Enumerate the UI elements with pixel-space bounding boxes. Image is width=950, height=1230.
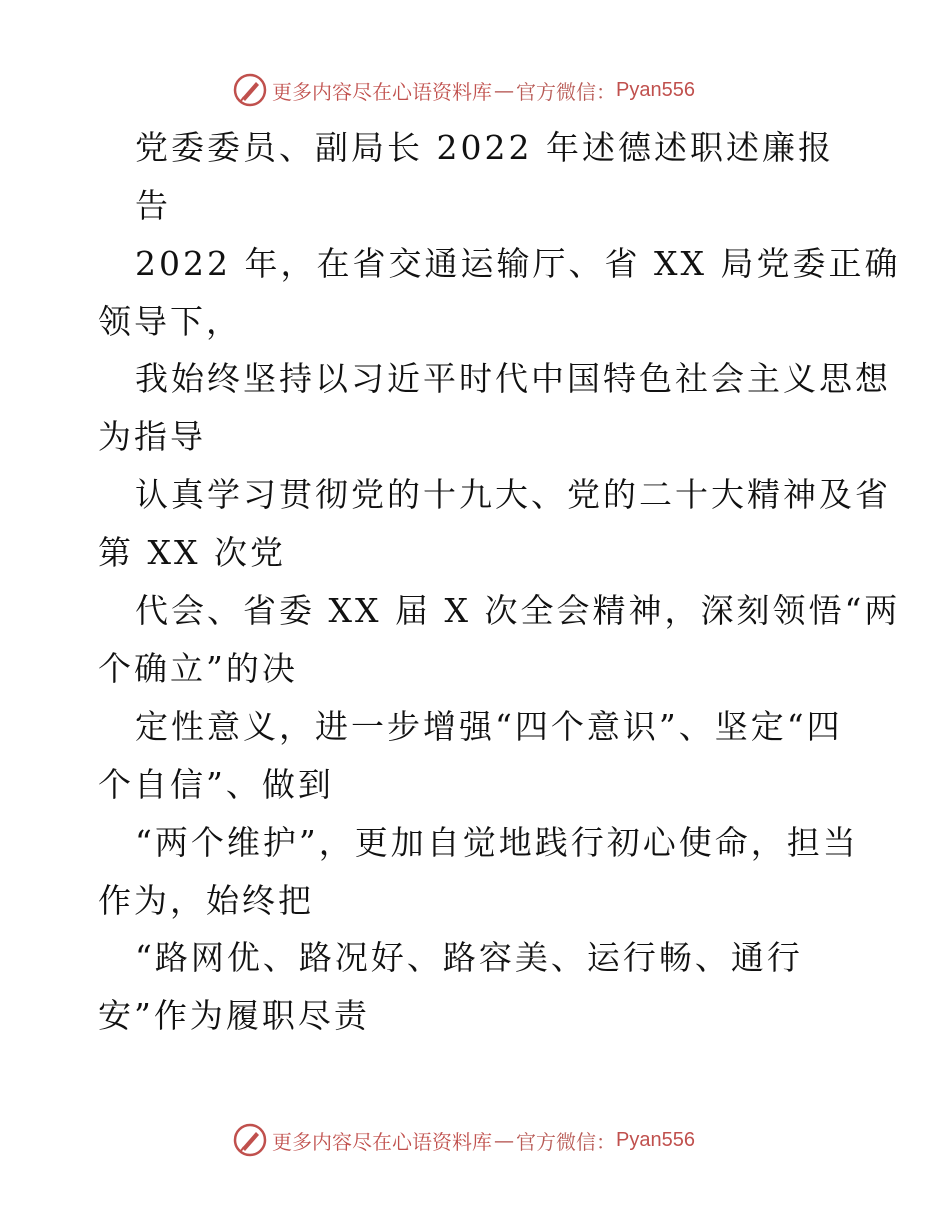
doc-line: 认真学习贯彻党的十九大、党的二十大精神及省: [135, 475, 891, 514]
pen-logo-icon: [232, 1122, 268, 1158]
doc-line: 安”作为履职尽责: [98, 996, 370, 1035]
watermark-handle: Pyan556: [616, 78, 695, 101]
header-watermark: [232, 70, 695, 110]
doc-title-line-2: 告: [135, 186, 171, 225]
watermark-dash: —: [494, 78, 514, 102]
doc-line: 个确立”的决: [98, 649, 298, 688]
doc-line: 2022 年，在省交通运输厅、省 XX 局党委正确: [135, 244, 901, 283]
doc-line: 个自信”、做到: [98, 765, 334, 804]
watermark-wechat-label: 官方微信：: [516, 1129, 616, 1154]
watermark-handle: Pyan556: [616, 1128, 695, 1151]
doc-line: “路网优、路况好、路容美、运行畅、通行: [135, 938, 803, 977]
pen-logo-icon: [232, 72, 268, 108]
doc-line: 为指导: [98, 417, 206, 456]
doc-line: 我始终坚持以习近平时代中国特色社会主义思想: [135, 359, 891, 398]
footer-watermark: [232, 1120, 695, 1160]
watermark-brand: 更多内容尽在心语资料库: [272, 1129, 492, 1154]
watermark-wechat-label: 官方微信：: [516, 79, 616, 104]
doc-line: “两个维护”，更加自觉地践行初心使命，担当: [135, 823, 859, 862]
doc-line: 作为，始终把: [98, 881, 314, 920]
doc-title-line-1: 党委委员、副局长 2022 年述德述职述廉报: [135, 128, 834, 167]
watermark-brand: 更多内容尽在心语资料库: [272, 79, 492, 104]
doc-line: 代会、省委 XX 届 X 次全会精神，深刻领悟“两: [135, 591, 901, 630]
doc-line: 定性意义，进一步增强“四个意识”、坚定“四: [135, 707, 843, 746]
doc-line: 第 XX 次党: [98, 533, 286, 572]
watermark-dash: —: [494, 1128, 514, 1152]
doc-line: 领导下，: [98, 302, 242, 341]
